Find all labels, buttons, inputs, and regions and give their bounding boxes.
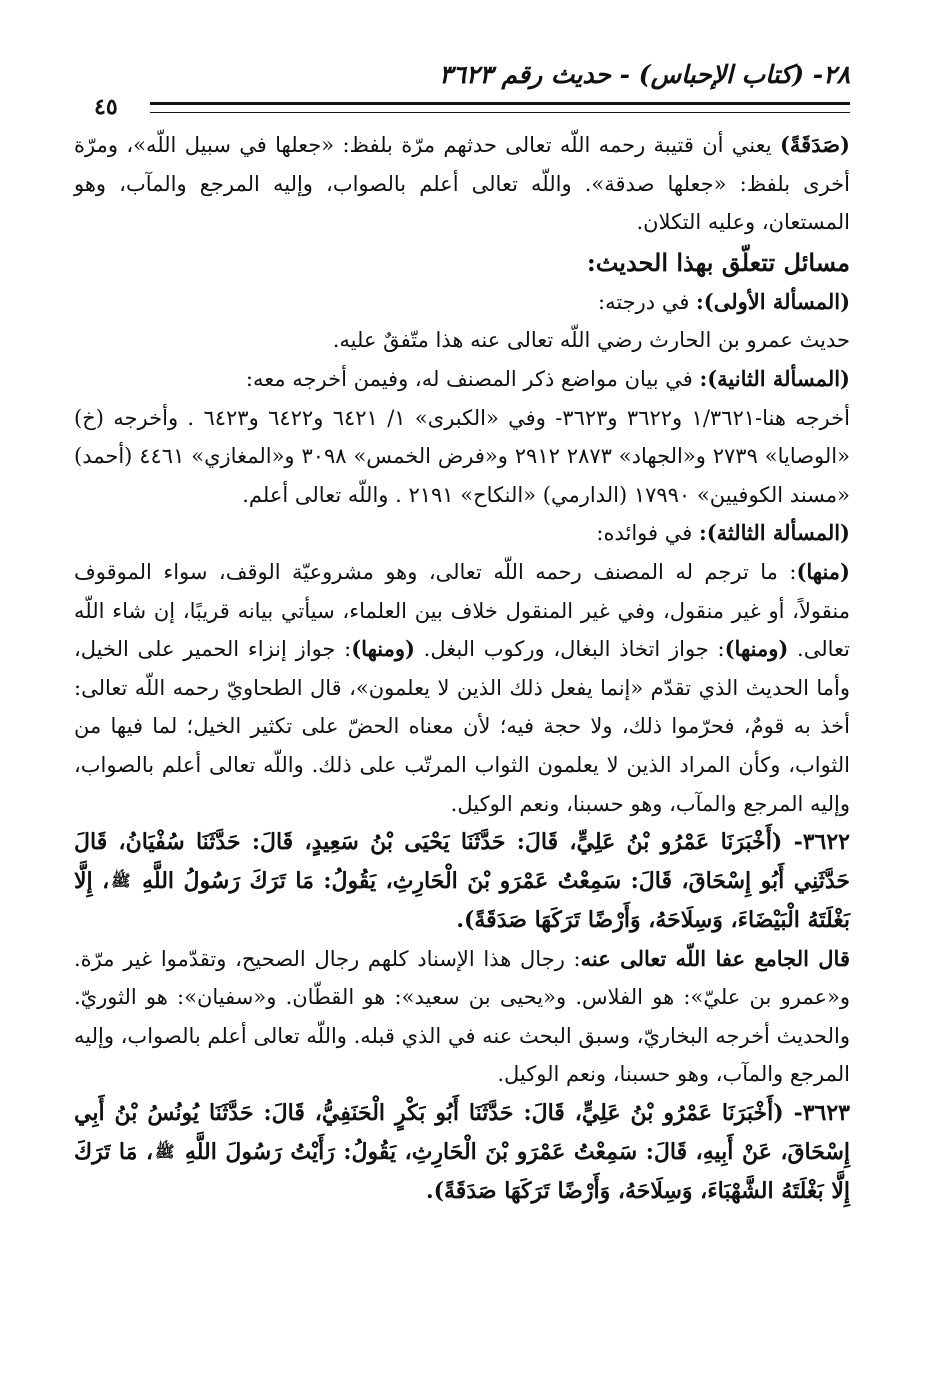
issue-one-title bbox=[74, 283, 850, 322]
running-title: ٢٨- (كتاب الإحباس) - حديث رقم ٣٦٢٣ bbox=[439, 59, 850, 89]
header-double-line bbox=[150, 102, 850, 113]
book-page bbox=[74, 54, 850, 1354]
salutation-glyph: ﷺ bbox=[155, 1142, 175, 1162]
issue-three-text: في فوائده: bbox=[596, 521, 699, 546]
issue-one-text: في درجته: bbox=[598, 289, 697, 314]
issue-three-lead: (المسألة الثالثة): bbox=[698, 520, 850, 546]
paragraph-text: يعني أن قتيبة رحمه اللّه تعالى حدثهم مرّة بلفظ: «جعلها في سبيل اللّه»، ومرّة أخرى بلفظ: «جعلها صدقة». واللّه تعالى أعلم بالصواب، وإليه المرجع والمآب، وهو المستعان، وعليه التكلان. bbox=[74, 133, 850, 235]
hadith-3623 bbox=[74, 1094, 850, 1210]
page-header bbox=[74, 54, 850, 94]
benefit-lead-3: (ومنها) bbox=[351, 636, 415, 662]
issue-three-title bbox=[74, 514, 850, 553]
hadith-3622-text-b: ، إِلَّا بَغْلَتَهُ الْبَيْضَاءَ، وَسِلَاحَهُ، وَأَرْضًا تَرَكَهَا صَدَقَةً). bbox=[74, 867, 850, 933]
page-body bbox=[74, 126, 850, 1210]
issue-two-title bbox=[74, 360, 850, 399]
issue-two-lead: (المسألة الثانية): bbox=[699, 365, 850, 391]
compiler-note-text: : رجال هذا الإسناد كلهم رجال الصحيح، وتقدّموا غير مرّة. و«عمرو بن عليّ»: هو الفلاس. و«يحيى بن سعيد»: هو القطّان. و«سفيان»: هو الثوريّ. والحديث أخرجه البخاريّ، وسبق البحث عنه في الذي قبله. واللّه تعالى أعلم بالصواب، وإليه المرجع والمآب، وهو حسبنا، ونعم الوكيل. bbox=[74, 946, 850, 1087]
issue-two-text: في بيان مواضع ذكر المصنف له، وفيمن أخرجه معه: bbox=[245, 366, 700, 391]
salutation-glyph: ﷺ bbox=[111, 871, 131, 891]
hadith-3623-text-b: ، مَا تَرَكَ إِلَّا بَغْلَتَهُ الشَّهْبَاءَ، وَسِلَاحَهُ، وَأَرْضًا تَرَكَهَا صَدَقَةً). bbox=[74, 1138, 850, 1204]
compiler-note bbox=[74, 940, 850, 1094]
benefits-paragraph bbox=[74, 553, 850, 823]
benefit-text-3: : جواز إنزاء الحمير على الخيل، وأما الحديث الذي تقدّم «إنما يفعل ذلك الذين لا يعلمون»، قال الطحاويّ رحمه اللّه تعالى: أخذ به قومٌ، فحرّموا ذلك، ولا حجة فيه؛ لأن معناه الحضّ على تكثير الخيل؛ لما فيها من الثواب، وكأن المراد الذين لا يعلمون الثواب المرتّب على ذلك. واللّه تعالى أعلم بالصواب، وإليه المرجع والمآب، وهو حسبنا، ونعم الوكيل. bbox=[74, 637, 850, 816]
paragraph-lead: (صَدَقَةً) bbox=[779, 132, 850, 157]
benefit-lead-2: (ومنها) bbox=[724, 636, 789, 662]
compiler-note-lead: قال الجامع عفا اللّه تعالى عنه bbox=[580, 945, 850, 971]
hadith-3622 bbox=[74, 823, 850, 939]
benefit-text-1: : ما ترجم له المصنف رحمه اللّه تعالى، وهو مشروعيّة الوقف، سواء الموقوف منقولاً، أو غير منقول، وفي غير المنقول خلاف بين العلماء، سيأتي بيانه قريبًا، إن شاء اللّه تعالى. bbox=[74, 559, 850, 662]
issue-one-lead: (المسألة الأولى): bbox=[696, 288, 850, 314]
page-number: ٤٥ bbox=[94, 94, 118, 120]
hadith-3623-text-a: ٣٦٢٣- (أَخْبَرَنَا عَمْرُو بْنُ عَلِيٍّ، قَالَ: حَدَّثَنَا أَبُو بَكْرٍ الْحَنَفِيُّ، قَالَ: حَدَّثَنَا يُونُسُ بْنُ أَبِي إِسْحَاقَ، عَنْ أَبِيهِ، قَالَ: سَمِعْتُ عَمْرَو بْنَ الْحَارِثِ، يَقُولُ: رَأَيْتُ رَسُولَ اللَّهِ bbox=[74, 1099, 850, 1165]
issue-two-body: أخرجه هنا-١/٣٦٢١ و٣٦٢٢ و٣٦٢٣- وفي «الكبرى» ١/ ٦٤٢١ و٦٤٢٢ و٦٤٢٣ . وأخرجه (خ) «الوصايا» ٢٧٣٩ و«الجهاد» ٢٨٧٣ ٢٩١٢ و«فرض الخمس» ٣٠٩٨ و«المغازي» ٤٤٦١ (أحمد) «مسند الكوفيين» ١٧٩٩٠ (الدارمي) «النكاح» ٢١٩١ . واللّه تعالى أعلم. bbox=[74, 405, 850, 507]
benefit-lead-1: (منها) bbox=[796, 558, 850, 584]
section-heading: مسائل تتعلّق بهذا الحديث: bbox=[586, 247, 850, 277]
hadith-3622-text-a: ٣٦٢٢- (أَخْبَرَنَا عَمْرُو بْنُ عَلِيٍّ، قَالَ: حَدَّثَنَا يَحْيَى بْنُ سَعِيدٍ، قَالَ: حَدَّثَنَا سُفْيَانُ، قَالَ حَدَّثَنِي أَبُو إِسْحَاقَ، قَالَ: سَمِعْتُ عَمْرَو بْنَ الْحَارِثِ، يَقُولُ: مَا تَرَكَ رَسُولُ اللَّهِ bbox=[74, 829, 850, 894]
paragraph-sadaqa bbox=[74, 126, 850, 242]
header-rule bbox=[74, 94, 850, 120]
issue-one-body: حديث عمرو بن الحارث رضي اللّه تعالى عنه هذا متّفقٌ عليه. bbox=[332, 328, 850, 353]
benefit-text-2: : جواز اتخاذ البغال، وركوب البغل. bbox=[414, 637, 725, 662]
